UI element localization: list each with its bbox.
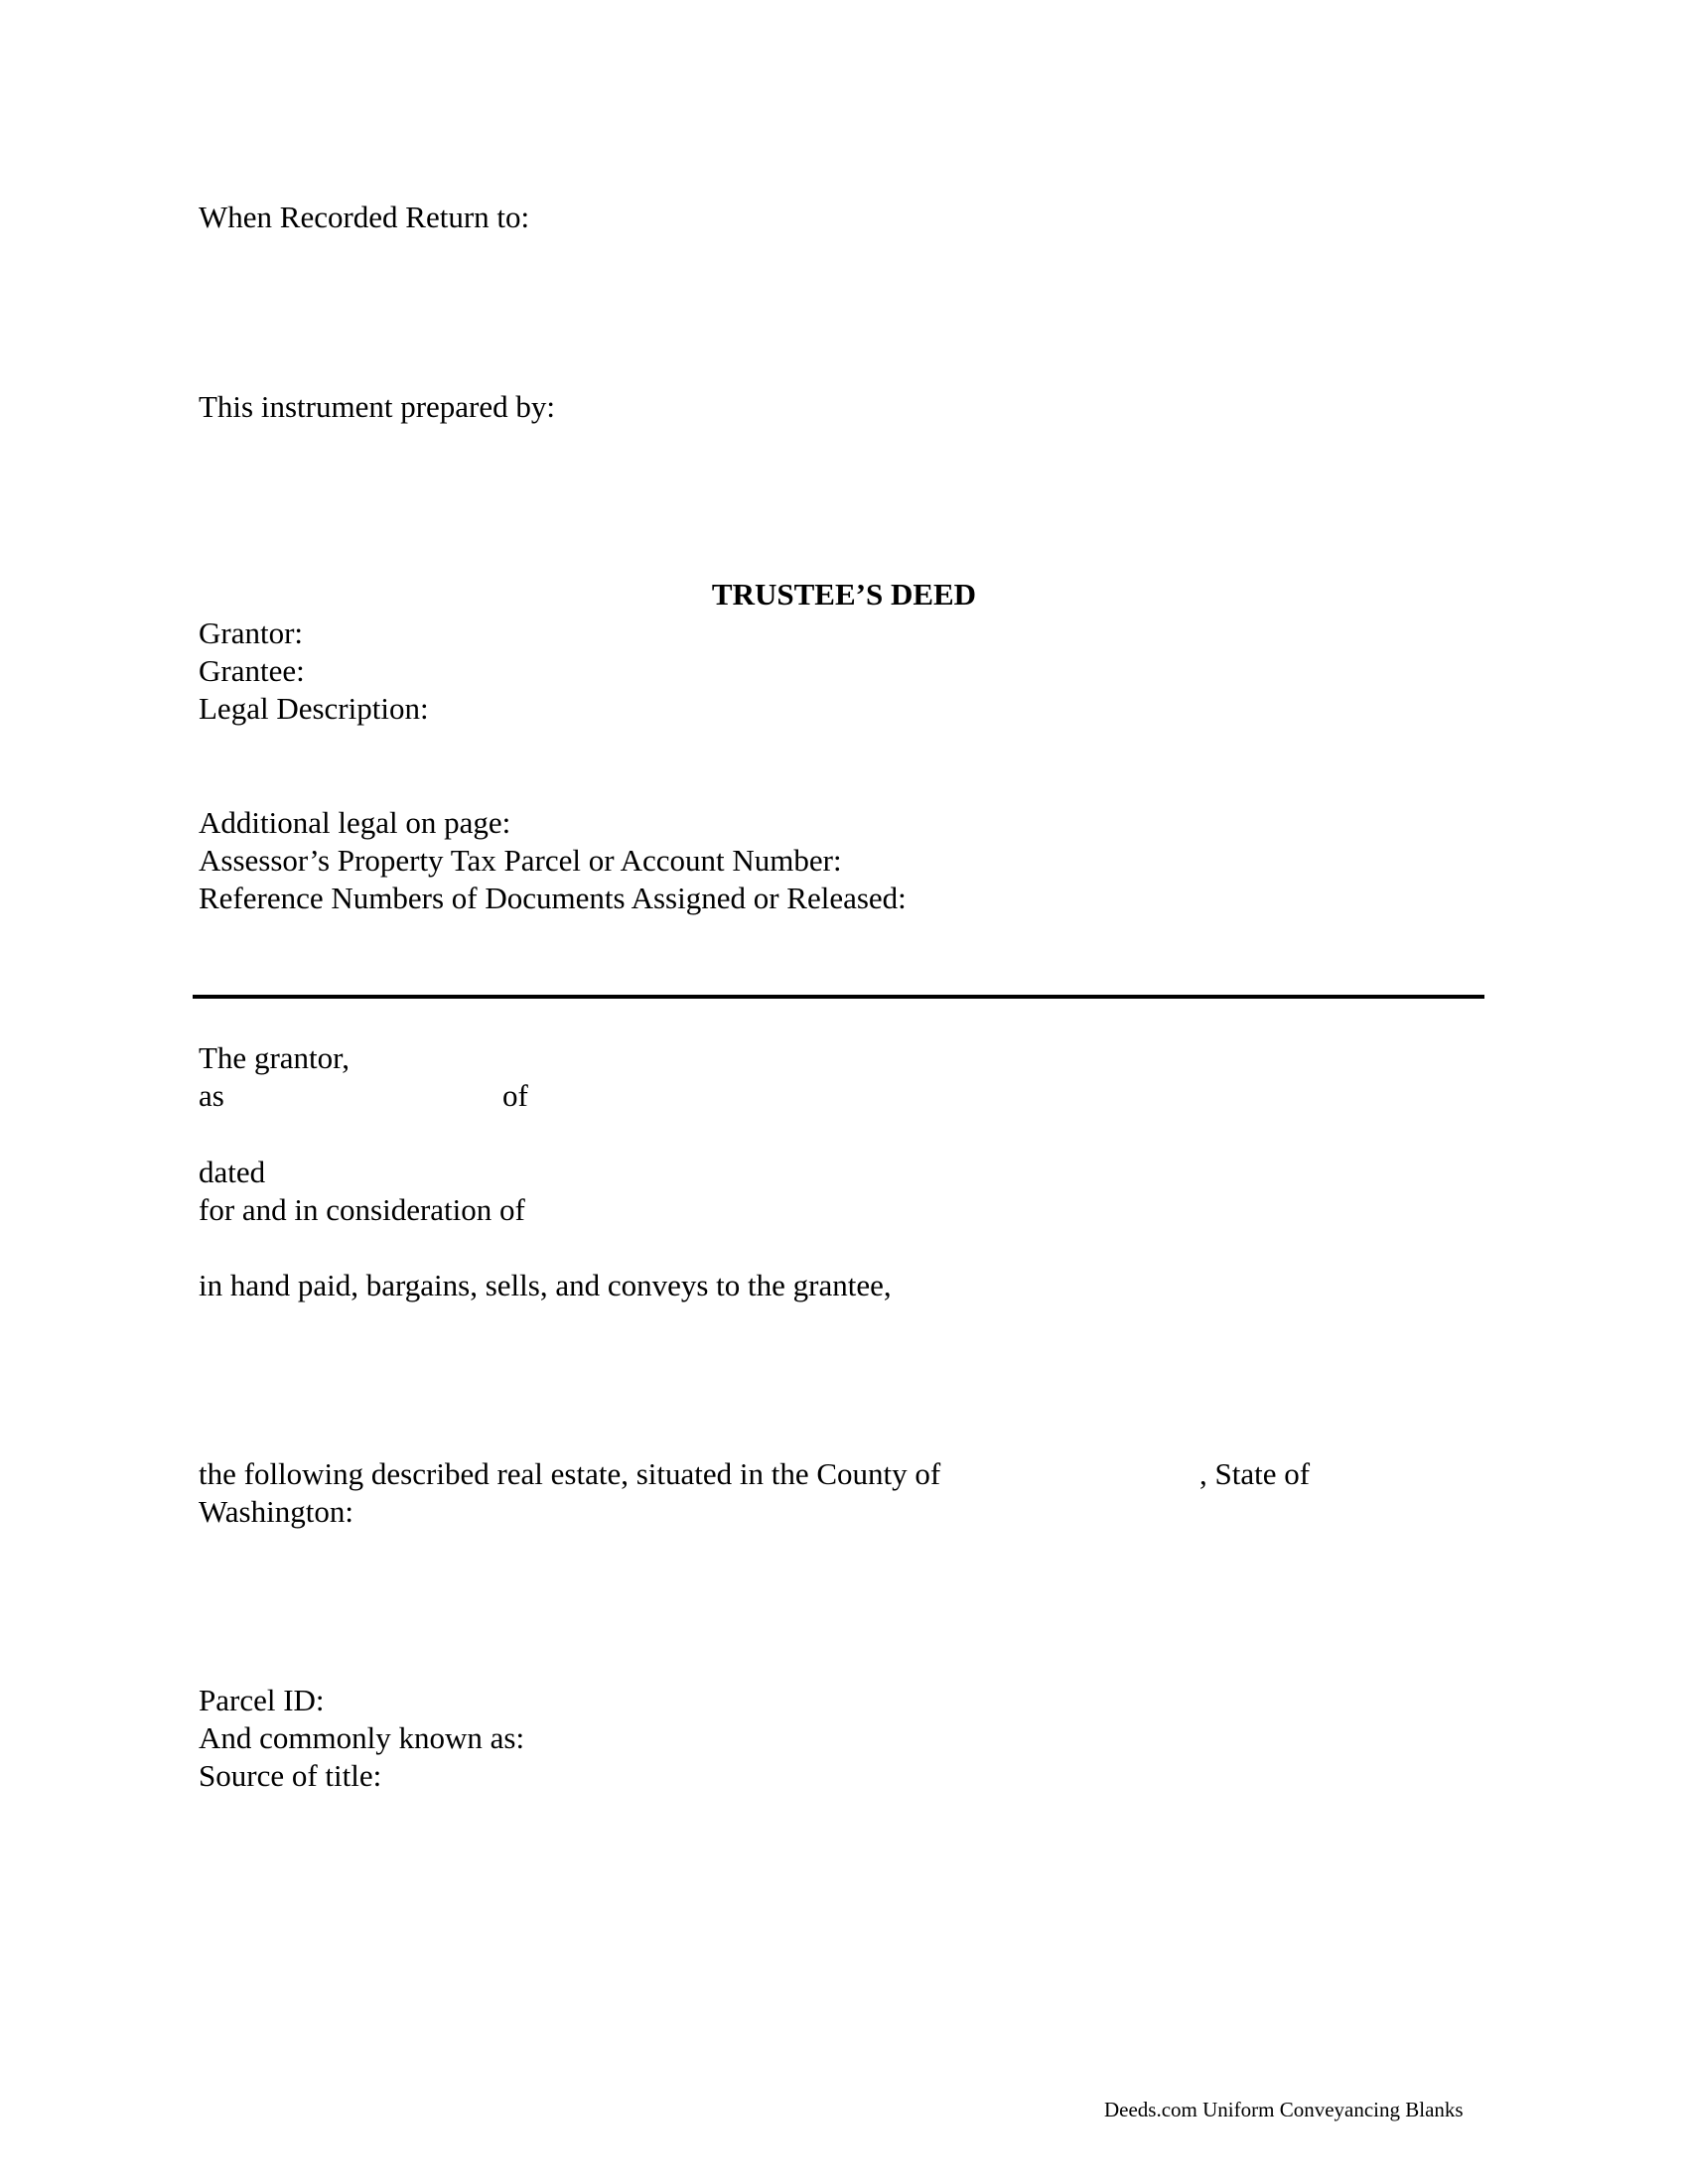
of-word: of (502, 1078, 528, 1113)
source-of-title-label: Source of title: (199, 1758, 382, 1793)
reference-numbers-label: Reference Numbers of Documents Assigned or Released: (199, 881, 907, 915)
return-to-label: When Recorded Return to: (199, 200, 530, 234)
conveys-phrase: in hand paid, bargains, sells, and conveys to the grantee, (199, 1268, 892, 1302)
grantor-intro: The grantor, (199, 1040, 350, 1075)
consideration-phrase: for and in consideration of (199, 1192, 525, 1227)
legal-description-label: Legal Description: (199, 691, 429, 726)
document-title: TRUSTEE’S DEED (711, 577, 977, 612)
additional-legal-label: Additional legal on page: (199, 805, 511, 840)
commonly-known-label: And commonly known as: (199, 1720, 525, 1755)
grantor-label: Grantor: (199, 615, 304, 650)
parcel-id-label: Parcel ID: (199, 1683, 325, 1717)
parcel-account-label: Assessor’s Property Tax Parcel or Account Number: (199, 843, 842, 878)
section-divider (193, 995, 1484, 999)
prepared-by-label: This instrument prepared by: (199, 389, 555, 424)
state-name: Washington: (199, 1494, 353, 1529)
as-word: as (199, 1078, 224, 1113)
grantee-label: Grantee: (199, 653, 305, 688)
dated-word: dated (199, 1155, 266, 1189)
footer-brand-text: Deeds.com Uniform Conveyancing Blanks (1104, 2098, 1464, 2121)
state-of-phrase: , State of (1199, 1456, 1311, 1491)
real-estate-phrase: the following described real estate, situated in the County of (199, 1456, 941, 1491)
